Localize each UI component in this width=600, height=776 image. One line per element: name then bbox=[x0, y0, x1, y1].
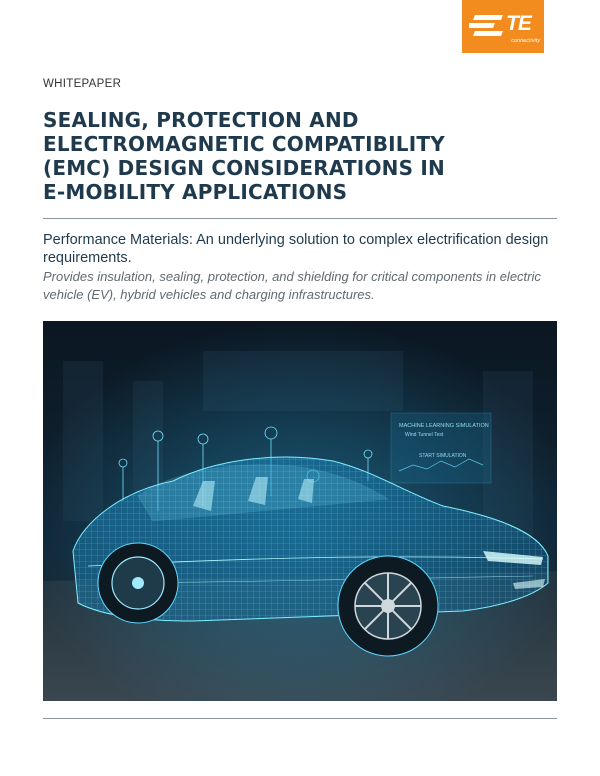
screen-text: START SIMULATION bbox=[419, 453, 467, 459]
brand-tagline: connectivity bbox=[511, 38, 540, 44]
screen-text: Wind Tunnel Test bbox=[405, 432, 444, 438]
subtitle: Performance Materials: An underlying solution to complex electrification design requirements. bbox=[43, 232, 549, 266]
hologram-screen bbox=[391, 413, 491, 483]
divider-bottom bbox=[43, 718, 557, 719]
hero-image-ev-wireframe bbox=[43, 321, 557, 701]
te-stripes-icon bbox=[469, 13, 503, 39]
brand-name: TE bbox=[506, 12, 531, 35]
ev-wireframe-illustration bbox=[43, 321, 557, 701]
title-line: E-MOBILITY APPLICATIONS bbox=[43, 180, 348, 204]
divider-top bbox=[43, 218, 557, 219]
description: Provides insulation, sealing, protection, and shielding for critical components in electric vehicle (EV), hybrid vehicles and charging infrastructures. bbox=[43, 269, 541, 302]
document-type-label: WHITEPAPER bbox=[43, 78, 122, 90]
title-line: ELECTROMAGNETIC COMPATIBILITY bbox=[43, 132, 445, 156]
screen-text: MACHINE LEARNING SIMULATION bbox=[399, 423, 489, 429]
title-line: (EMC) DESIGN CONSIDERATIONS IN bbox=[43, 156, 445, 180]
document-title bbox=[43, 108, 563, 204]
title-line: SEALING, PROTECTION AND bbox=[43, 108, 359, 132]
te-connectivity-logo bbox=[462, 0, 544, 53]
